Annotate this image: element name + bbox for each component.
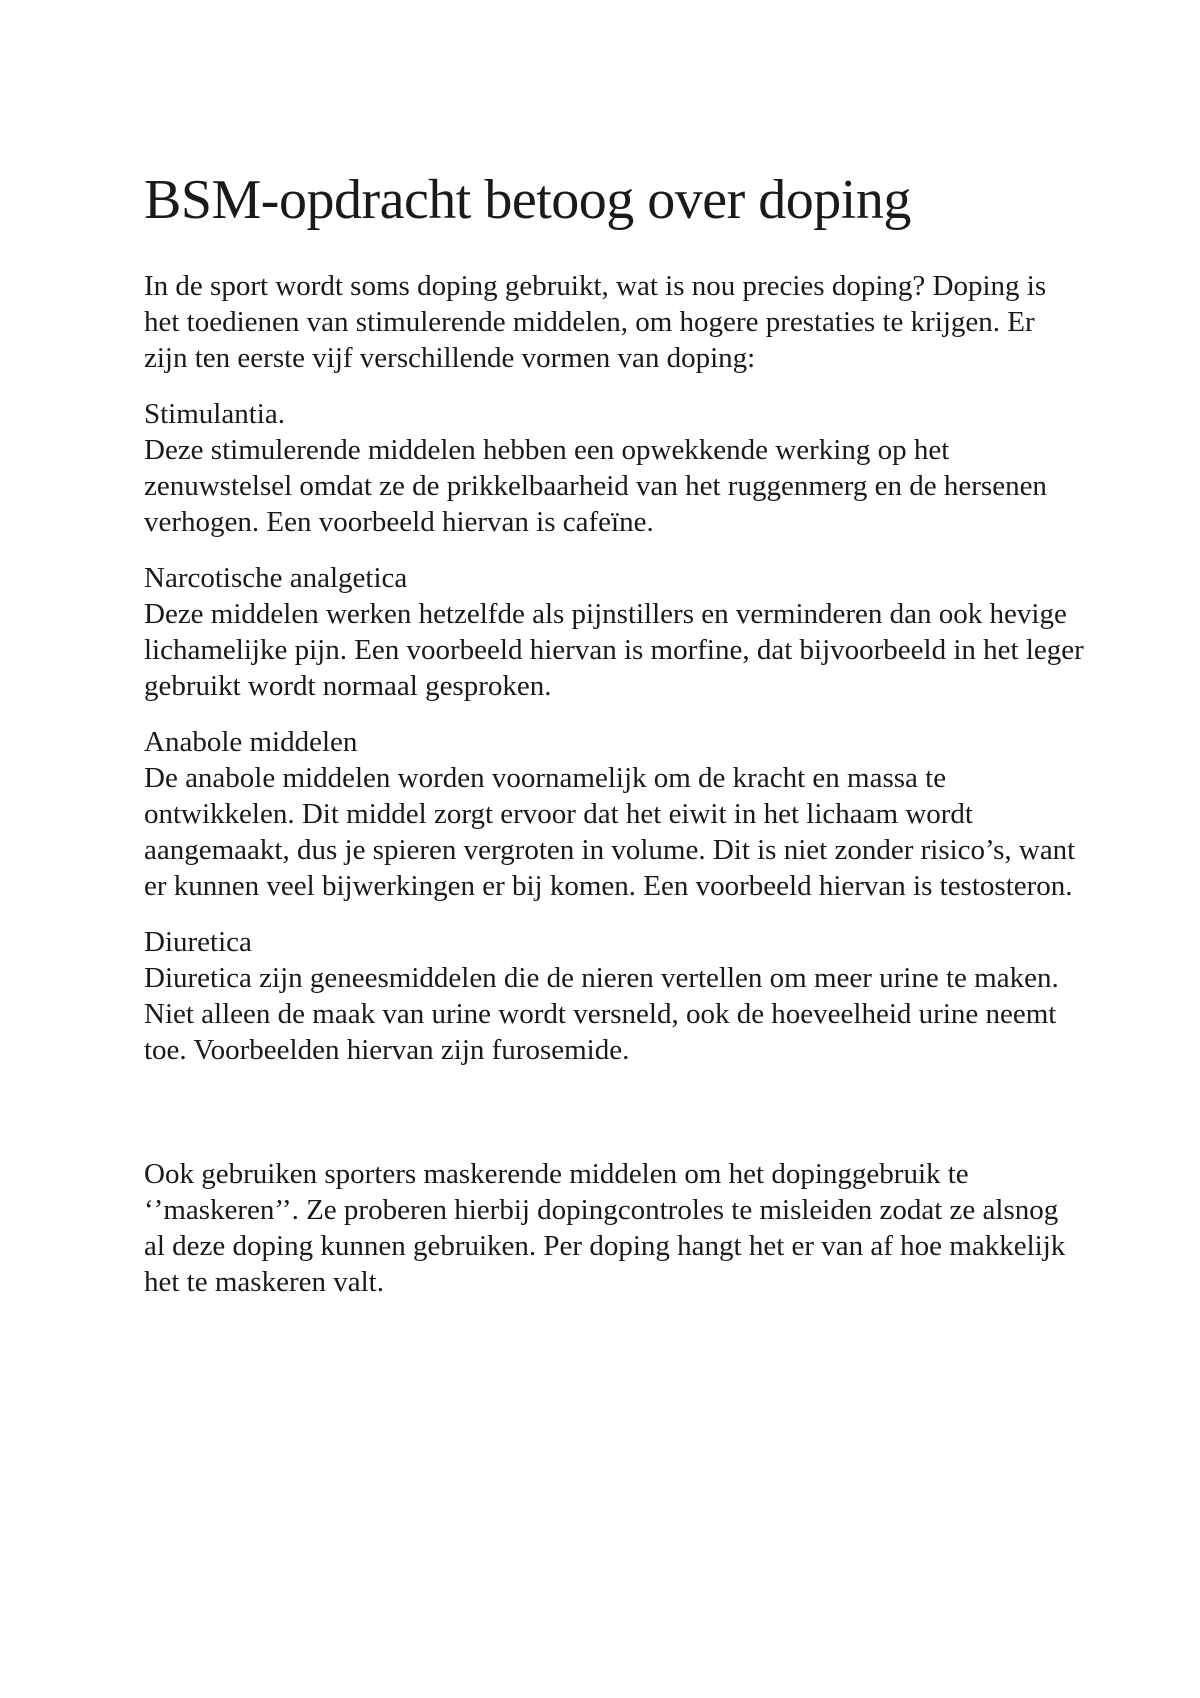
section-heading: Narcotische analgetica xyxy=(144,562,408,594)
section-diuretica xyxy=(144,924,1084,1068)
section-body: Deze stimulerende middelen hebben een opwekkende werking op het zenuwstelsel omdat ze de prikkelbaarheid van het ruggenmerg en de hersenen verhogen. Een voorbeeld hiervan is cafeïne. xyxy=(144,434,1047,538)
document-title: BSM-opdracht betoog over doping xyxy=(144,169,911,231)
section-narcotische-analgetica xyxy=(144,560,1084,704)
section-body: Diuretica zijn geneesmiddelen die de nieren vertellen om meer urine te maken. Niet alleen de maak van urine wordt versneld, ook de hoeveelheid urine neemt toe. Voorbeelden hiervan zijn furosemide. xyxy=(144,962,1059,1066)
section-heading: Diuretica xyxy=(144,926,252,958)
section-heading: Stimulantia. xyxy=(144,398,285,430)
section-stimulantia xyxy=(144,396,1084,540)
closing-paragraph: Ook gebruiken sporters maskerende middelen om het dopinggebruik te ‘’maskeren’’. Ze proberen hierbij dopingcontroles te misleiden zodat ze alsnog al deze doping kunnen gebruiken. Per doping hangt het er van af hoe makkelijk het te maskeren valt. xyxy=(144,1158,1066,1298)
section-heading: Anabole middelen xyxy=(144,726,358,758)
section-body: Deze middelen werken hetzelfde als pijnstillers en verminderen dan ook hevige lichamelijke pijn. Een voorbeeld hiervan is morfine, dat bijvoorbeeld in het leger gebruikt wordt normaal gesproken. xyxy=(144,598,1084,702)
section-anabole-middelen xyxy=(144,724,1084,904)
intro-paragraph: In de sport wordt soms doping gebruikt, wat is nou precies doping? Doping is het toedienen van stimulerende middelen, om hogere prestaties te krijgen. Er zijn ten eerste vijf verschillende vormen van doping: xyxy=(144,270,1047,374)
document-page xyxy=(144,168,1084,1320)
section-body: De anabole middelen worden voornamelijk om de kracht en massa te ontwikkelen. Dit middel zorgt ervoor dat het eiwit in het lichaam wordt aangemaakt, dus je spieren vergroten in volume. Dit is niet zonder risico’s, want er kunnen veel bijwerkingen er bij komen. Een voorbeeld hiervan is testosteron. xyxy=(144,762,1076,902)
